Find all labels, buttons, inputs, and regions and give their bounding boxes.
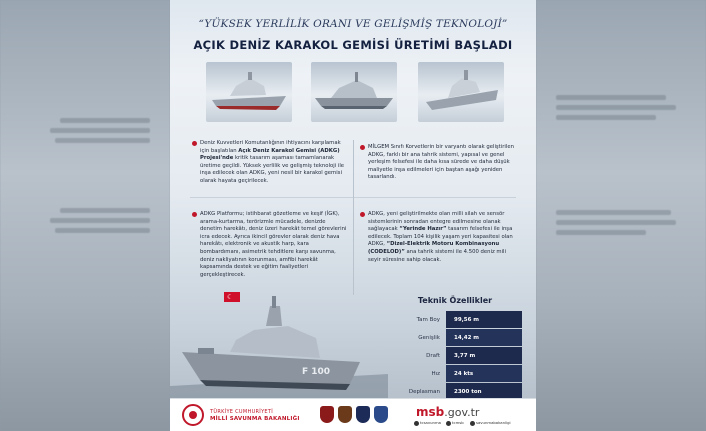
spec-value: 99,56 m <box>446 311 522 328</box>
paragraph-intro: Deniz Kuvvetleri Komutanlığının ihtiyacını karşılamak için başlatılan Açık Deniz Karakol Gemisi (ADKG) Projesi'nde kritik tasarım aşaması tamamlanarak üretime geçildi. Yüksek yerlilik ve gelişmiş teknoloji ile inşa edilecek olan ADKG, yeni nesil bir karakol gemisi olarak hayata geçirilecek. <box>200 140 345 184</box>
spec-label: Deplasman <box>408 388 440 395</box>
twitter-icon <box>414 421 419 426</box>
bullet-dot <box>360 212 365 217</box>
infographic-poster <box>170 0 536 431</box>
paragraph-design: ADKG, yeni geliştirilmekte olan milli silah ve sensör sistemlerinin sonradan entegre edilmesine olanak sağlayacak “Yerinde Hazır” tasarım felsefesi ile inşa edilecek. Toplam 104 kişilik yaşam yeri kapasitesi olan ADKG, “Dizel-Elektrik Motoru Kombinasyonu (CODELOD)” ana tahrik sistemi ile 4.500 deniz mili seyir süresine sahip olacak. <box>368 211 513 263</box>
paragraph-milgem: MİLGEM Sınıfı Korvetlerin bir varyantı olarak geliştirilen ADKG, farklı bir ana tahrik sistemi, yapısal ve genel yerleşim felsefesi ile daha kısa sürede ve daha düşük maliyetle inşa edilmeleri için baştan aşağı yeniden tasarlandı. <box>368 144 514 181</box>
bullet-dot <box>360 145 365 150</box>
spec-label: Genişlik <box>418 334 440 341</box>
naval-forces-badge-icon <box>356 406 370 423</box>
ship-render-1 <box>206 62 292 122</box>
land-forces-badge-icon <box>338 406 352 423</box>
instagram-icon <box>446 421 451 426</box>
spec-value: 2300 ton <box>446 383 522 400</box>
bullet-dot <box>192 212 197 217</box>
technical-specs <box>388 296 522 401</box>
org-name-line1: TÜRKİYE CUMHURİYETİ <box>210 409 274 415</box>
turkish-flag-icon: ☾ <box>224 292 240 302</box>
spec-row <box>388 311 522 328</box>
spec-value: 3,77 m <box>446 347 522 364</box>
poster-title: AÇIK DENİZ KARAKOL GEMİSİ ÜRETİMİ BAŞLADI <box>193 38 513 52</box>
social-handle[interactable]: tcsavunma <box>414 420 441 426</box>
spec-row <box>388 347 522 364</box>
spec-value: 24 kts <box>446 365 522 382</box>
spec-label: Tam Boy <box>416 316 440 323</box>
blurred-background-left <box>0 0 170 431</box>
ship-render-main <box>170 290 388 400</box>
paragraph-missions: ADKG Platformu; istihbarat gözetleme ve keşif (İGK), arama-kurtarma, terörizmle mücadele, denizde denetim harekâtı, deniz üzeri harekât temel görevlerini icra edecek. Ayrıca ikincil görevler olarak deniz hava harekâtı, elektronik ve akustik harp, kara bombardımanı, asimetrik tehditlere karşı savunma, deniz nakliyatının korunması, amfibi harekât kapsamında destek ve eğitim faaliyetleri gerçekleştirecek. <box>200 211 347 278</box>
svg-text:F 100: F 100 <box>302 367 331 377</box>
army-badge-icon <box>320 406 334 423</box>
spec-value: 14,42 m <box>446 329 522 346</box>
poster-footer <box>170 398 536 431</box>
poster-subtitle: “YÜKSEK YERLİLİK ORANI VE GELİŞMİŞ TEKNOLOJİ” <box>198 18 508 30</box>
facebook-icon <box>470 421 475 426</box>
spec-label: Hız <box>431 370 440 377</box>
blurred-background-right <box>536 0 706 431</box>
website-link[interactable]: msb.gov.tr <box>416 405 480 419</box>
ship-render-3 <box>418 62 504 122</box>
social-handle[interactable]: savunmabakanligi <box>470 420 511 426</box>
bullet-dot <box>192 141 197 146</box>
spec-row <box>388 365 522 382</box>
social-handle[interactable]: tcmsb <box>446 420 464 426</box>
spec-row <box>388 329 522 346</box>
org-name-line2: MİLLİ SAVUNMA BAKANLIĞI <box>210 416 300 422</box>
msb-emblem-icon <box>182 404 204 426</box>
spec-label: Draft <box>426 352 440 359</box>
air-forces-badge-icon <box>374 406 388 423</box>
specs-title: Teknik Özellikler <box>417 296 493 305</box>
divider <box>353 140 354 295</box>
ship-render-2 <box>311 62 397 122</box>
